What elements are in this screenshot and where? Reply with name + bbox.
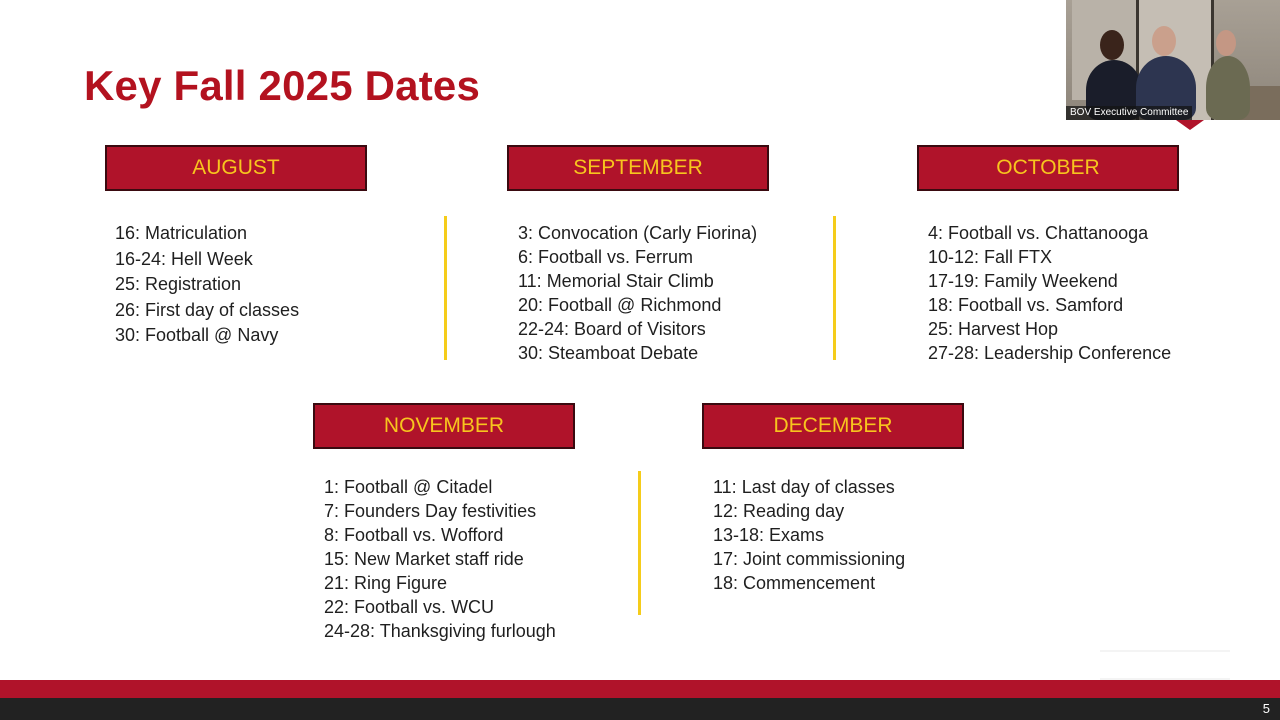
footer-bar — [0, 698, 1280, 720]
page-number: 5 — [1262, 701, 1270, 716]
list-item: 7: Founders Day festivities — [324, 501, 537, 521]
participant-figure — [1152, 26, 1176, 56]
month-header-november: NOVEMBER — [313, 403, 575, 449]
october-events-list — [928, 221, 1178, 365]
list-item: 16: Matriculation — [115, 223, 248, 243]
list-item: 26: First day of classes — [115, 299, 300, 320]
video-feed[interactable] — [1066, 0, 1280, 120]
list-item: 4: Football vs. Chattanooga — [928, 223, 1149, 243]
list-item: 11: Last day of classes — [713, 477, 895, 497]
list-item: 20: Football @ Richmond — [518, 295, 722, 315]
september-events-list — [518, 221, 757, 365]
december-events-list — [713, 475, 905, 595]
list-item: 27-28: Leadership Conference — [928, 343, 1172, 363]
list-item: 12: Reading day — [713, 501, 845, 521]
video-participant-label: BOV Executive Committee — [1066, 106, 1192, 120]
list-item: 24-28: Thanksgiving furlough — [324, 621, 556, 641]
month-header-september: SEPTEMBER — [507, 145, 769, 191]
footer-red-band — [0, 680, 1280, 698]
month-header-december: DECEMBER — [702, 403, 964, 449]
participant-figure — [1216, 30, 1236, 56]
month-header-october: OCTOBER — [917, 145, 1179, 191]
august-events-list — [115, 221, 299, 349]
list-item: 16-24: Hell Week — [115, 248, 253, 269]
chevron-down-icon — [1176, 120, 1204, 130]
november-events-list — [324, 475, 556, 643]
list-item: 17-19: Family Weekend — [928, 271, 1118, 291]
list-item: 18: Commencement — [713, 573, 876, 593]
list-item: 30: Football @ Navy — [115, 325, 279, 345]
list-item: 15: New Market staff ride — [324, 549, 524, 569]
list-item: 17: Joint commissioning — [713, 549, 906, 569]
participant-figure — [1100, 30, 1124, 60]
list-item: 21: Ring Figure — [324, 573, 448, 593]
list-item: 25: Registration — [115, 274, 242, 294]
column-divider — [833, 216, 836, 360]
logo-watermark — [1100, 650, 1230, 680]
list-item: 22-24: Board of Visitors — [518, 319, 706, 339]
list-item: 18: Football vs. Samford — [928, 295, 1124, 315]
list-item: 22: Football vs. WCU — [324, 597, 495, 617]
list-item: 10-12: Fall FTX — [928, 247, 1053, 267]
column-divider — [638, 471, 641, 615]
column-divider — [444, 216, 447, 360]
list-item: 11: Memorial Stair Climb — [518, 271, 714, 291]
slide-title: Key Fall 2025 Dates — [84, 62, 481, 109]
participant-figure — [1206, 56, 1250, 120]
list-item: 30: Steamboat Debate — [518, 343, 699, 363]
month-header-august: AUGUST — [105, 145, 367, 191]
list-item: 6: Football vs. Ferrum — [518, 247, 694, 267]
list-item: 13-18: Exams — [713, 525, 825, 545]
list-item: 25: Harvest Hop — [928, 319, 1059, 339]
list-item: 8: Football vs. Wofford — [324, 525, 504, 545]
list-item: 1: Football @ Citadel — [324, 477, 493, 497]
list-item: 3: Convocation (Carly Fiorina) — [518, 223, 758, 243]
